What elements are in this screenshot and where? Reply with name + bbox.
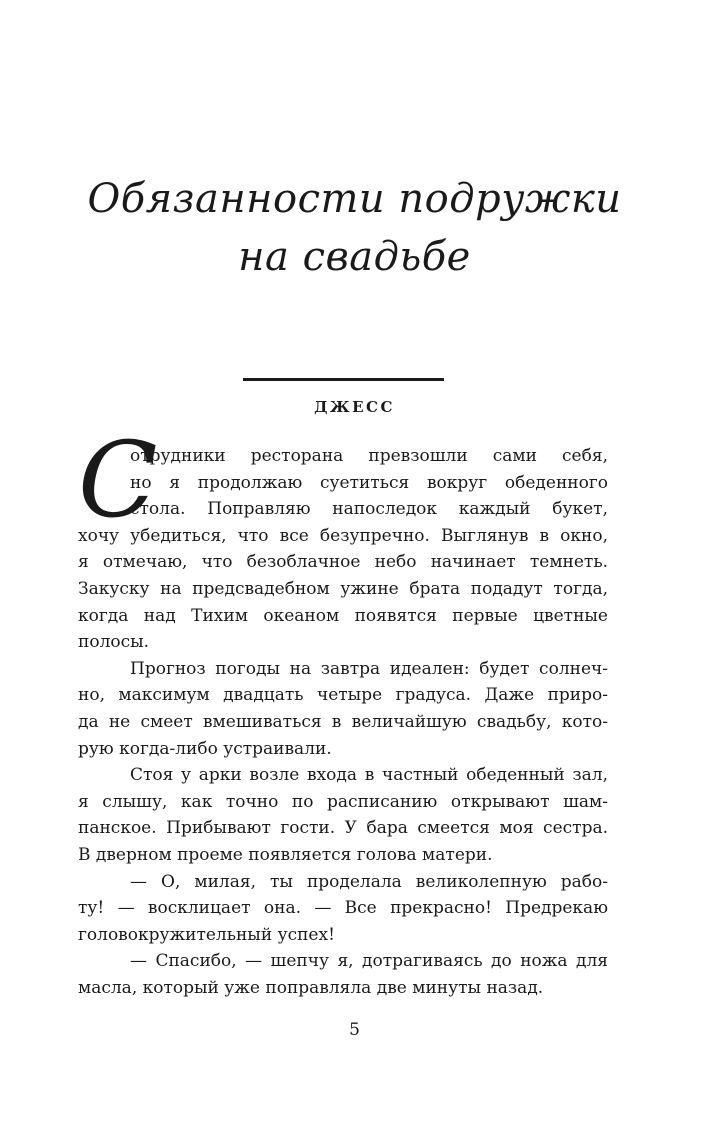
text-line: я слышу, как точно по расписанию открывают шам-	[78, 791, 608, 812]
text-line: В дверном проеме появляется голова матери.	[78, 844, 493, 865]
drop-cap: С	[78, 419, 158, 541]
text-line: стола. Поправляю напоследок каждый букет,	[130, 499, 608, 520]
text-line: да не смеет вмешиваться в величайшую свадьбу, кото-	[78, 711, 608, 732]
title-divider	[243, 378, 444, 381]
chapter-title-line-2: на свадьбе	[238, 234, 471, 280]
text-line: панское. Прибывают гости. У бара смеется моя сестра.	[78, 818, 608, 839]
text-line: Закуску на предсвадебном ужине брата подадут тогда,	[78, 578, 608, 599]
chapter-title-line-1: Обязанности подружки	[87, 176, 622, 222]
text-line: Стоя у арки возле входа в частный обеденный зал,	[130, 765, 608, 786]
chapter-title	[0, 170, 709, 286]
text-line: хочу убедиться, что все безупречно. Выглянув в окно,	[78, 525, 608, 546]
text-line: Прогноз погоды на завтра идеален: будет солнеч-	[130, 658, 608, 679]
text-line: полосы.	[78, 632, 150, 653]
text-line: когда над Тихим океаном появятся первые цветные	[78, 605, 608, 626]
body-text	[78, 443, 608, 1001]
text-line: головокружительный успех!	[78, 924, 335, 945]
text-line: ту! — восклицает она. — Все прекрасно! Предрекаю	[78, 898, 608, 919]
text-line: — Спасибо, — шепчу я, дотрагиваясь до ножа для	[130, 951, 608, 972]
text-line: я отмечаю, что безоблачное небо начинает темнеть.	[78, 552, 608, 573]
text-line: но я продолжаю суетиться вокруг обеденного	[130, 472, 608, 493]
text-line: масла, который уже поправляла две минуты назад.	[78, 977, 544, 998]
page-number: 5	[349, 1020, 360, 1040]
text-line: но, максимум двадцать четыре градуса. Даже приро-	[78, 685, 608, 706]
text-line: рую когда-либо устраивали.	[78, 738, 332, 759]
text-line: — О, милая, ты проделала великолепную рабо-	[130, 871, 608, 892]
text-line: отрудники ресторана превзошли сами себя,	[130, 446, 608, 466]
chapter-author: ДЖЕСС	[314, 398, 395, 416]
